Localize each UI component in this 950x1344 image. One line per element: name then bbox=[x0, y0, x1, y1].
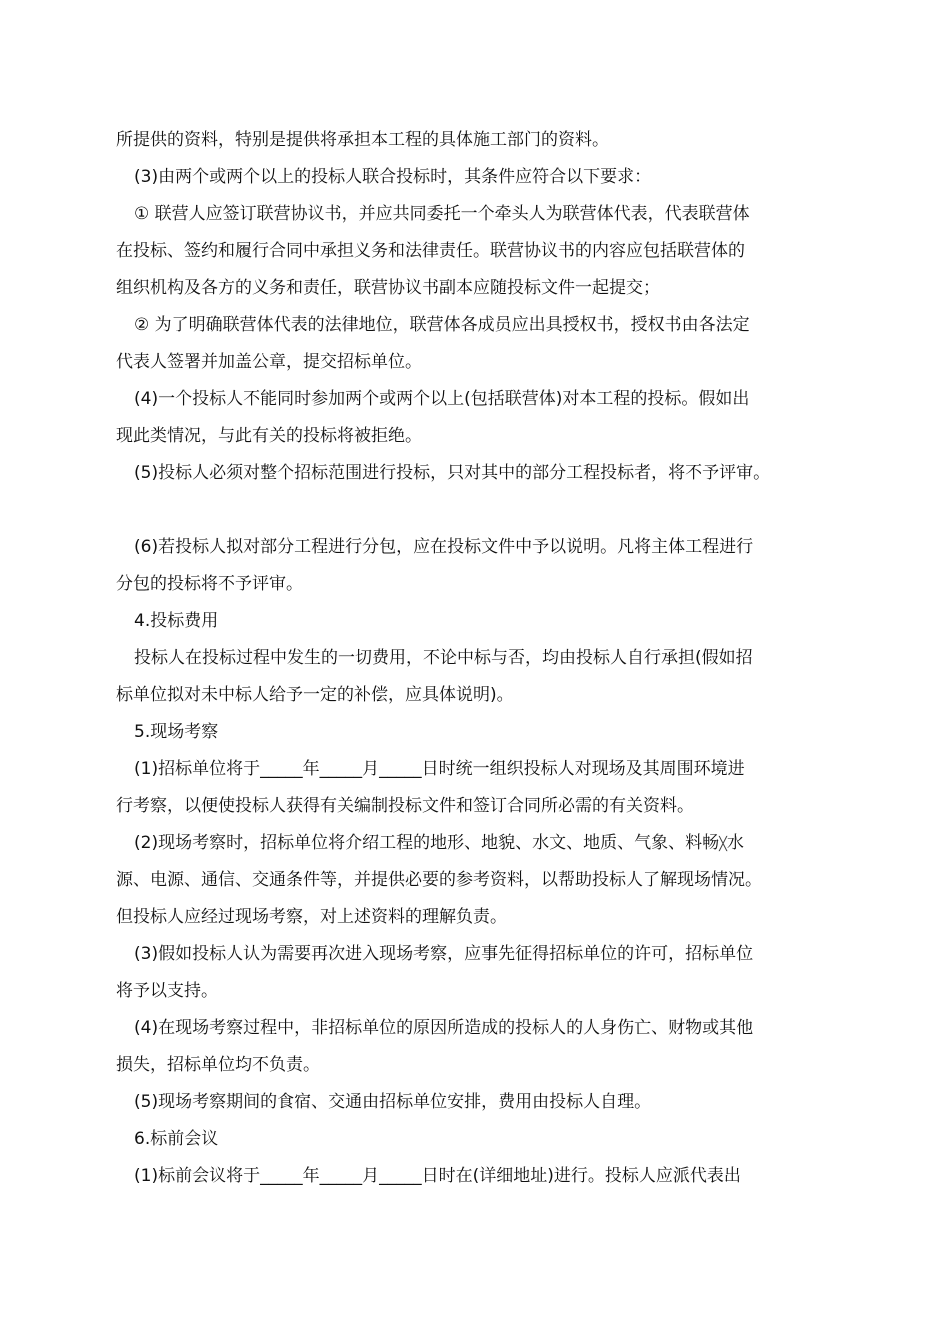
text-line-22: (4)在现场考察过程中，非招标单位的原因所造成的投标人的人身伤亡、财物或其他 bbox=[134, 1018, 754, 1038]
text-line-12: 分包的投标将不予评审。 bbox=[116, 574, 303, 594]
text-line-13: 投标人在投标过程中发生的一切费用，不论中标与否，均由投标人自行承担(假如招 bbox=[134, 648, 753, 668]
text-line-17 bbox=[116, 825, 844, 862]
section-heading-6: 6.标前会议 bbox=[134, 1129, 219, 1149]
text-line-11: (6)若投标人拟对部分工程进行分包，应在投标文件中予以说明。凡将主体工程进行 bbox=[134, 537, 754, 557]
document-page bbox=[116, 122, 844, 1195]
text-line-20: (3)假如投标人认为需要再次进入现场考察，应事先征得招标单位的许可，招标单位 bbox=[134, 944, 754, 964]
text-line-19: 但投标人应经过现场考察，对上述资料的理解负责。 bbox=[116, 907, 507, 927]
glitch-glyph: ╳ bbox=[719, 837, 727, 852]
text-line-25: (1)标前会议将于_____年_____月_____日时在(详细地址)进行。投标人应派代表出 bbox=[134, 1166, 741, 1186]
text-line-10: (5)投标人必须对整个招标范围进行投标，只对其中的部分工程投标者，将不予评审。 bbox=[134, 463, 771, 483]
text-line-3: ① 联营人应签订联营协议书，并应共同委托一个牵头人为联营体代表，代表联营体 bbox=[134, 204, 750, 224]
text-line-24: (5)现场考察期间的食宿、交通由招标单位安排，费用由投标人自理。 bbox=[134, 1092, 652, 1112]
section-heading-4: 4.投标费用 bbox=[134, 611, 219, 631]
text-line-21: 将予以支持。 bbox=[116, 981, 218, 1001]
text-line-15: (1)招标单位将于_____年_____月_____日时统一组织投标人对现场及其周围环境进 bbox=[134, 759, 745, 779]
text-line-1: 所提供的资料，特别是提供将承担本工程的具体施工部门的资料。 bbox=[116, 130, 609, 150]
text-line-5: 组织机构及各方的义务和责任，联营协议书副本应随投标文件一起提交； bbox=[116, 278, 660, 298]
text-line-23: 损失，招标单位均不负责。 bbox=[116, 1055, 320, 1075]
text-line-4: 在投标、签约和履行合同中承担义务和法律责任。联营协议书的内容应包括联营体的 bbox=[116, 241, 745, 261]
text-line-9: 现此类情况，与此有关的投标将被拒绝。 bbox=[116, 426, 422, 446]
text-line-17-main: (2)现场考察时，招标单位将介绍工程的地形、地貌、水文、地质、气象、料畅 bbox=[134, 833, 720, 853]
text-line-2: (3)由两个或两个以上的投标人联合投标时，其条件应符合以下要求： bbox=[134, 167, 652, 187]
paragraph-spacer bbox=[116, 492, 844, 529]
text-line-8: (4)一个投标人不能同时参加两个或两个以上(包括联营体)对本工程的投标。假如出 bbox=[134, 389, 750, 409]
text-line-16: 行考察，以便使投标人获得有关编制投标文件和签订合同所必需的有关资料。 bbox=[116, 796, 694, 816]
section-heading-5: 5.现场考察 bbox=[134, 722, 219, 742]
text-line-17-tail: 水 bbox=[726, 833, 744, 853]
text-line-18: 源、电源、通信、交通条件等，并提供必要的参考资料，以帮助投标人了解现场情况。 bbox=[116, 870, 762, 890]
text-line-14: 标单位拟对未中标人给予一定的补偿，应具体说明)。 bbox=[116, 685, 514, 705]
text-line-6: ② 为了明确联营体代表的法律地位，联营体各成员应出具授权书，授权书由各法定 bbox=[134, 315, 750, 335]
text-line-7: 代表人签署并加盖公章，提交招标单位。 bbox=[116, 352, 422, 372]
